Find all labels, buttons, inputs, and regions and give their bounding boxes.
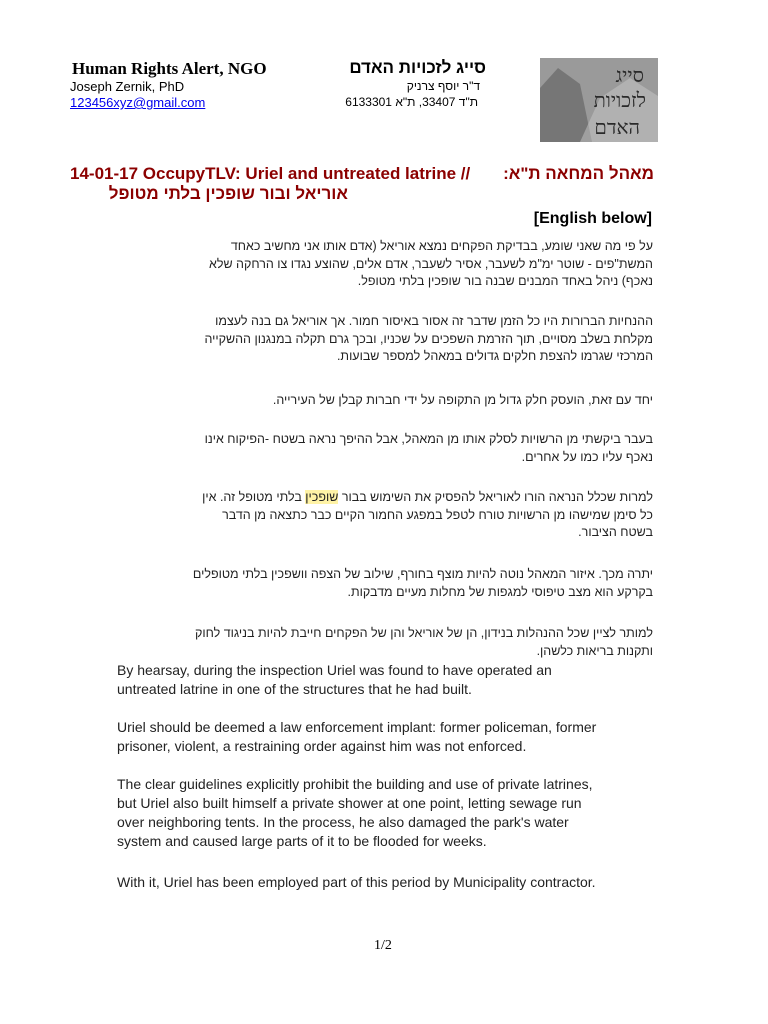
hebrew-paragraph-6: [110, 566, 653, 601]
page-number: 1/2: [374, 938, 392, 953]
english-line: prisoner, violent, a restraining order against him was not enforced.: [117, 738, 527, 754]
english-paragraph-1: [117, 661, 637, 699]
hebrew-paragraph-7: [110, 625, 653, 660]
org-name-hebrew: סייג לזכויות האדם: [349, 58, 486, 77]
hebrew-line: בקרקע הוא מצב טיפוסי למגפות של מחלות מעיים מדבקות.: [347, 584, 653, 599]
hebrew-line: בשטח הציבור.: [578, 525, 653, 539]
hebrew-paragraph-4: [110, 431, 653, 466]
hebrew-line: המרכזי שגרמו להצפת חלקים גדולים במאהל למספר שבועות.: [336, 349, 653, 363]
author-name-english: Joseph Zernik, PhD: [70, 79, 185, 94]
hebrew-line: למרות שכלל הנראה הורו לאוריאל להפסיק את השימוש בבור שופכין בלתי מטופל זה. אין: [202, 490, 653, 504]
english-line: system and caused large parts of it to be flooded for weeks.: [117, 833, 487, 849]
english-line: untreated latrine in one of the structures that he had built.: [117, 681, 472, 697]
hebrew-line: נאכף) ניהל באחד המבנים שבנה בור שופכין בלתי מטופל.: [357, 274, 653, 288]
hebrew-line: יתרה מכך. איזור המאהל נוטה להיות מוצף בחורף, שילוב של הצפה וושפכין בלתי מטופלים: [192, 567, 653, 581]
title-hebrew-part: מאהל המחאה ת"א:: [503, 164, 654, 183]
logo-text-3: האדם: [594, 117, 640, 139]
org-name-english: Human Rights Alert, NGO: [72, 59, 267, 78]
hebrew-line: בעבר ביקשתי מן הרשויות לסלק אותו מן המאהל, אבל ההיפך נראה בשטח -הפיקוח אינו: [204, 432, 653, 446]
logo-text-2: לזכויות: [593, 90, 646, 112]
document-title-line-2: אוריאל ובור שופכין בלתי מטופל: [108, 184, 348, 203]
logo-graphic: [540, 58, 658, 142]
address-hebrew: ת"ד 33407, ת"א 6133301: [345, 95, 478, 109]
english-line: over neighboring tents. In the process, he also damaged the park's water: [117, 814, 569, 830]
org-logo: [540, 58, 658, 142]
hebrew-line: על פי מה שאני שומע, בבדיקת הפקחים נמצא אוריאל (אדם אותו אני מחשיב כאחד: [230, 239, 653, 253]
english-line: but Uriel also built himself a private shower at one point, letting sewage run: [117, 795, 582, 811]
english-below-note: [English below]: [533, 210, 652, 227]
hebrew-line: נאכף עליו כמו על אחרים.: [521, 449, 653, 464]
title-english-part: 14-01-17 OccupyTLV: Uriel and untreated latrine //: [70, 164, 471, 183]
english-line: The clear guidelines explicitly prohibit the building and use of private latrines,: [117, 776, 593, 792]
hebrew-line: למותר לציין שכל ההנהלות בנידון, הן של אוריאל והן של הפקחים חייבת להיות בניגוד לחוק: [195, 626, 653, 640]
logo-text-1: סייג: [615, 65, 644, 87]
english-line: By hearsay, during the inspection Uriel was found to have operated an: [117, 662, 552, 678]
hebrew-line: ותקנות בריאות כלשהן.: [536, 643, 653, 658]
english-line: Uriel should be deemed a law enforcement implant: former policeman, former: [117, 719, 597, 735]
hebrew-line: המשת"פים - שוטר ימ"מ לשעבר, אסיר לשעבר, אדם אלים, שהוצע נגדו צו הרחקה שלא: [208, 256, 653, 271]
hebrew-line: יחד עם זאת, הועסק חלק גדול מן התקופה על ידי חברות קבלן של העירייה.: [272, 393, 653, 407]
english-paragraph-4: [117, 873, 637, 892]
hebrew-paragraph-2: [110, 313, 653, 366]
english-paragraph-2: [117, 718, 637, 756]
author-name-hebrew: ד"ר יוסף צרניק: [406, 79, 480, 93]
hebrew-paragraph-3: [110, 392, 653, 410]
email-link[interactable]: 123456xyz@gmail.com: [70, 95, 206, 110]
hebrew-line: כל סימן שמישהו מן הרשויות טורח לטפל במפגע החמור הקיים כבר כתצאה מן הדבר: [222, 507, 653, 522]
highlighted-word: שופכין: [305, 490, 339, 504]
hebrew-line: ההנחיות הברורות היו כל הזמן שדבר זה אסור באיסור חמור. אך אוריאל גם בנה לעצמו: [215, 314, 653, 328]
english-paragraph-3: [117, 775, 637, 851]
hebrew-paragraph-1: [110, 238, 653, 291]
english-line: With it, Uriel has been employed part of this period by Municipality contractor.: [117, 874, 596, 890]
hebrew-paragraph-5: [110, 489, 653, 542]
hebrew-line: מקלחת בשלב מסויים, תוך הזרמת השפכים על שכניו, ובכך גרם תקלה במנגנון ההשקייה: [204, 331, 653, 346]
